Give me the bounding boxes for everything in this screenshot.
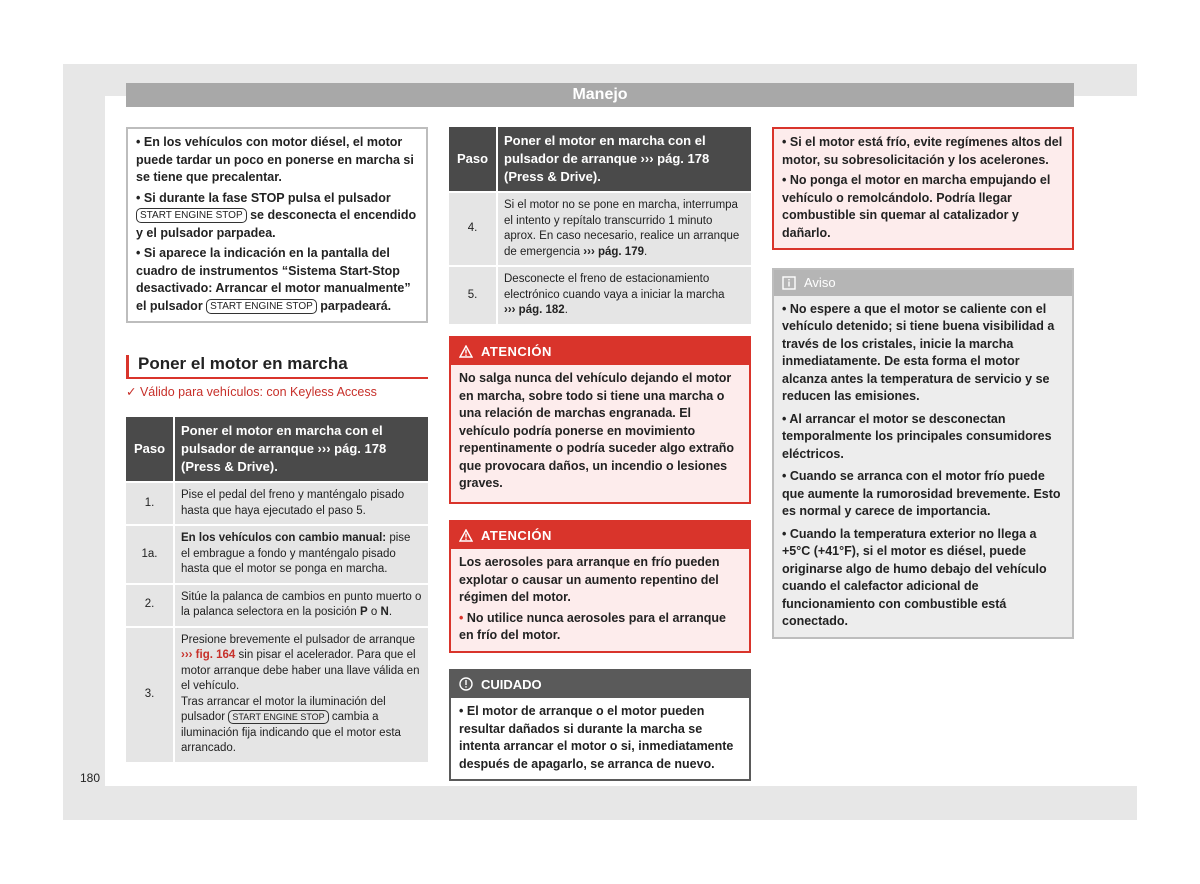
warning-header: [451, 338, 749, 366]
step-text-rest: pise el embrague a fondo y manténgalo pisado hasta que el motor se ponga en marcha.: [181, 532, 411, 575]
step-number: 2.: [126, 585, 175, 626]
fig-reference-link[interactable]: ››› fig. 164: [181, 649, 236, 661]
cont-bullet-2: • No ponga el motor en marcha empujando el vehículo o remolcándolo. Podría llegar combustible sin quemar al catalizador y dañarlo.: [782, 173, 1051, 240]
step-text-end: .: [644, 245, 648, 258]
aviso-item: • Cuando la temperatura exterior no llega a +5°C (+41°F), si el motor es diésel, puede originarse algo de humo debajo del vehículo cuando el calefactor adicional de funcionamiento con combustible está conectado.: [782, 526, 1047, 628]
care-text: El motor de arranque o el motor pueden resultar dañados si durante la marcha se intenta arrancar el motor o si, inmediatamente después de apagarlo, se arranca de nuevo.: [459, 704, 734, 771]
intro-bullet-2-post: se desconecta el encendido y el pulsador parpadea.: [136, 208, 417, 240]
col-title-ref[interactable]: ››› pág. 178: [640, 151, 710, 166]
column-left: [126, 127, 428, 764]
intro-bullet-3: • Si aparece la indicación en la pantalla del cuadro de instrumentos “Sistema Start-Stop desactivado: Arrancar el motor manualmente” el pulsador START ENGINE STOP parpadeará.: [136, 246, 411, 313]
table-row: [449, 193, 751, 265]
intro-box: [126, 127, 428, 323]
warning-title: ATENCIÓN: [481, 527, 552, 543]
info-square-icon: [782, 276, 796, 290]
warning-triangle-icon: [459, 344, 473, 358]
warning-title: ATENCIÓN: [481, 343, 552, 359]
col-title-post: (Press & Drive).: [504, 169, 601, 184]
cont-bullet-1: • Si el motor está frío, evite regímenes altos del motor, su sobresolicitación y los acelerones.: [782, 135, 1063, 167]
page-reference-link[interactable]: ››› pág. 179: [583, 245, 644, 258]
warning-triangle-icon: [459, 528, 473, 542]
start-engine-stop-key: START ENGINE STOP: [206, 299, 317, 314]
intro-bullet-1-text: En los vehículos con motor diésel, el motor puede tardar un poco en ponerse en marcha si se tiene que precalentar.: [136, 135, 414, 184]
warning-text: No salga nunca del vehículo dejando el motor en marcha, sobre todo si tiene una marcha o una relación de marchas engranada. El vehículo podría ponerse en movimiento repentinamente o podría suceder algo extraño que provocara daños, un incendio o lesiones graves.: [459, 371, 735, 490]
page-number: 180: [80, 771, 101, 785]
aviso-item: • Al arrancar el motor se desconectan temporalmente los principales consumidores eléctricos.: [782, 411, 1052, 461]
step-text-end: .: [564, 304, 568, 316]
step-text: [498, 193, 751, 265]
continuation-box: [772, 127, 1074, 250]
care-header: [451, 671, 749, 699]
step-text-main: Desconecte el freno de estacionamiento electrónico cuando vaya a iniciar la marcha: [504, 273, 725, 301]
warning-header: [451, 522, 749, 550]
warning-body: [451, 365, 749, 502]
aviso-item-text: Al arrancar el motor se desconectan temporalmente los principales consumidores eléctricos.: [782, 411, 1052, 461]
section-title: Poner el motor en marcha: [126, 355, 428, 377]
validity-note: ✓ Válido para vehículos: con Keyless Access: [126, 384, 377, 399]
aviso-item: • Cuando se arranca con el motor frío puede que aumente la rumorosidad brevemente. Esto es normal y carece de importancia.: [782, 469, 1061, 518]
step-text-o: o: [370, 606, 378, 618]
table-row: [126, 483, 428, 524]
aviso-item-text: Cuando la temperatura exterior no llega a +5°C (+41°F), si el motor es diésel, puede originarse algo de humo debajo del vehículo cuando el calefactor adicional de funcionamiento con combustible está conectado.: [782, 526, 1047, 628]
column-right: [772, 127, 1074, 639]
step-text-c: Tras arrancar el motor la iluminación del pulsador: [181, 695, 386, 723]
info-circle-icon: [459, 677, 473, 691]
step-text: [175, 585, 428, 626]
warning-box-1: [449, 336, 751, 504]
intro-bullet-3-post: parpadeará.: [320, 298, 392, 313]
col-paso: Paso: [449, 127, 498, 191]
step-text: [175, 526, 428, 583]
step-text-bold: En los vehículos con cambio manual:: [181, 532, 387, 544]
col-title-post: (Press & Drive).: [181, 459, 278, 474]
step-text-pre: Sitúe la palanca de cambios en punto muerto o la palanca selectora en la posición: [181, 590, 422, 618]
col-title: [498, 127, 751, 191]
section-rule: [126, 377, 428, 379]
care-body: • El motor de arranque o el motor pueden resultar dañados si durante la marcha se intenta arrancar el motor o si, inmediatamente después de apagarlo, se arranca de nuevo.: [459, 704, 734, 771]
step-text-b: sin pisar el acelerador. Para que el motor arranque debe haber una llave válida en el vehículo.: [181, 649, 420, 692]
col-title: [175, 417, 428, 481]
page-header: Manejo: [126, 83, 1074, 107]
step-text: [175, 628, 428, 762]
care-title: CUIDADO: [481, 676, 542, 692]
col-paso: Paso: [126, 417, 175, 481]
aviso-box: [772, 268, 1074, 639]
start-engine-stop-key: START ENGINE STOP: [228, 710, 328, 724]
intro-bullet-3-pre: Si aparece la indicación en la pantalla del cuadro de instrumentos “Sistema Start-Stop desactivado: Arrancar el motor manualmente” el pulsador: [136, 246, 411, 313]
step-number: 3.: [126, 628, 175, 762]
step-text-a: Presione brevemente el pulsador de arranque: [181, 633, 415, 646]
table-header-row: [449, 127, 751, 191]
table-row: [126, 628, 428, 762]
warning-body: [451, 549, 749, 651]
step-number: 5.: [449, 267, 498, 324]
step-text: Pise el pedal del freno y manténgalo pisado hasta que haya ejecutado el paso 5.: [175, 483, 428, 524]
step-number: 4.: [449, 193, 498, 265]
aviso-body: [774, 296, 1072, 637]
cont-bullet-2-text: No ponga el motor en marcha empujando el vehículo o remolcándolo. Podría llegar combustible sin quemar al catalizador y dañarlo.: [782, 173, 1051, 240]
col-title-pre: Poner el motor en marcha con el pulsador de arranque: [504, 133, 706, 166]
warning-bullet: • No utilice nunca aerosoles para el arranque en frío del motor.: [459, 610, 726, 642]
warning-text: Los aerosoles para arranque en frío pueden explotar o causar un aumento repentino del régimen del motor.: [459, 555, 720, 604]
aviso-header: [774, 270, 1072, 296]
gear-p: P: [360, 606, 368, 618]
step-text-end: .: [388, 606, 393, 618]
intro-bullet-2-pre: Si durante la fase STOP pulsa el pulsador: [143, 190, 391, 205]
step-text: [498, 267, 751, 324]
table-row: [126, 585, 428, 626]
steps-table-2: [449, 125, 751, 326]
col-title-pre: Poner el motor en marcha con el pulsador de arranque: [181, 423, 383, 456]
step-number: 1a.: [126, 526, 175, 583]
page-reference-link[interactable]: ››› pág. 182: [504, 304, 565, 316]
column-middle: [449, 127, 751, 781]
step-text-d: cambia a iluminación fija indicando que el motor esta arrancado.: [181, 711, 401, 754]
table-row: [126, 526, 428, 583]
intro-bullet-1: • En los vehículos con motor diésel, el motor puede tardar un poco en ponerse en marcha si se tiene que precalentar.: [136, 135, 414, 184]
start-engine-stop-key: START ENGINE STOP: [136, 208, 247, 223]
cont-bullet-1-text: Si el motor está frío, evite regímenes altos del motor, su sobresolicitación y los acelerones.: [782, 135, 1063, 167]
step-number: 1.: [126, 483, 175, 524]
gear-n: N: [380, 606, 389, 618]
steps-table-1: [126, 415, 428, 764]
intro-bullet-2: • Si durante la fase STOP pulsa el pulsador START ENGINE STOP se desconecta el encendido y el pulsador parpadea.: [136, 190, 417, 240]
aviso-item-text: Cuando se arranca con el motor frío puede que aumente la rumorosidad brevemente. Esto es normal y carece de importancia.: [782, 469, 1061, 518]
table-row: [449, 267, 751, 324]
care-box: [449, 669, 751, 782]
aviso-title: Aviso: [804, 275, 836, 290]
aviso-item: • No espere a que el motor se caliente con el vehículo detenido; si tiene buena visibilidad a través de los cristales, inicie la marcha inmediatamente. De esta forma el motor alcanza antes la temperatura de servicio y se reducen las emisiones.: [782, 301, 1055, 403]
step-text-main: Si el motor no se pone en marcha, interrumpa el intento y repítalo transcurrido 1 minuto aprox. En caso necesario, realice un arranque de emergencia: [504, 199, 740, 258]
aviso-item-text: No espere a que el motor se caliente con el vehículo detenido; si tiene buena visibilidad a través de los cristales, inicie la marcha inmediatamente. De esta forma el motor alcanza antes la temperatura de servicio y se reducen las emisiones.: [782, 301, 1055, 403]
warning-bullet-text: No utilice nunca aerosoles para el arranque en frío del motor.: [459, 610, 726, 642]
table-header-row: [126, 417, 428, 481]
warning-box-2: [449, 520, 751, 653]
col-title-ref[interactable]: ››› pág. 178: [317, 441, 387, 456]
